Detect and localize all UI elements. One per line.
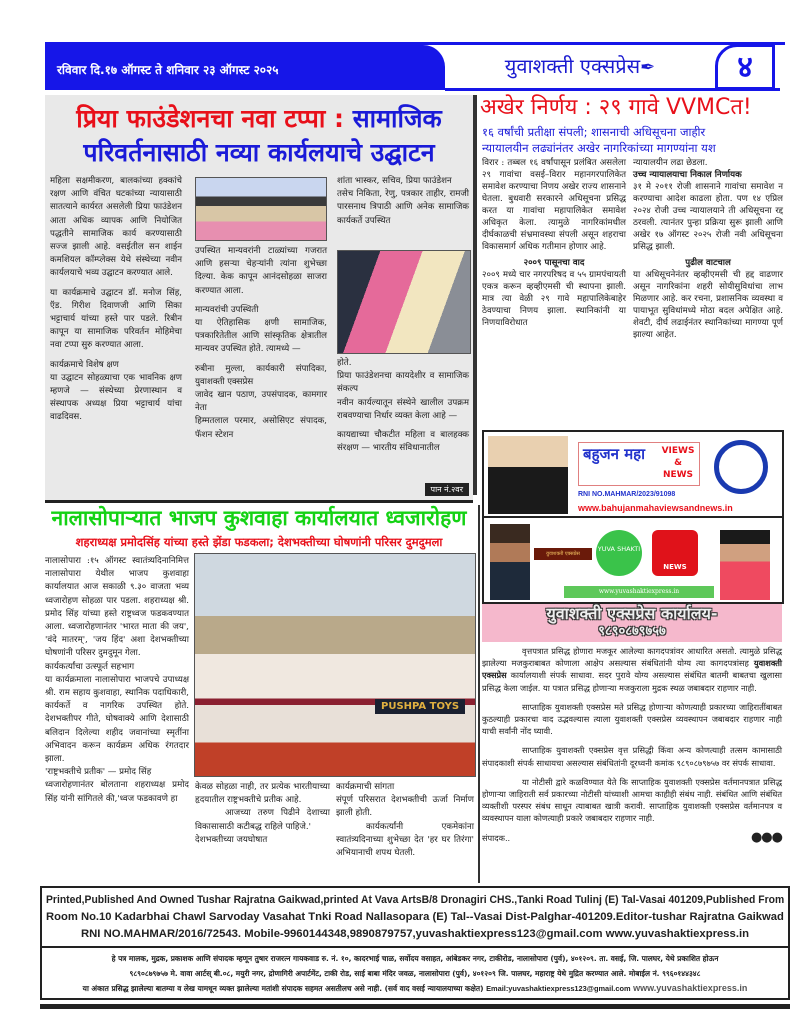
photo-inauguration-group xyxy=(195,177,327,241)
disclaimer: वृत्तपत्रात प्रसिद्ध होणारा मजकूर आलेल्या कागदपत्रांवर आधारित असतो. त्यामुळे प्रसिद्ध झालेल्या मजकुराबाबत कोणाला आक्षेप असल्यास संबंधितांनी योग्य त्या कागदपत्रांसह युवाशक्ती एक्सप्रेस कार्यालयाशी संपर्क साधावा. सदर पुरावे योग्य असल्यास संबंधित बातमी बाबतचा खुलासा प्रसिद्ध केला जाईल. या पत्रात प्रसिद्ध होणाऱ्या मजकुराला मुद्रक स्थळ जबाबदार राहणार नाही. साप्ताहिक युवाशक्ती एक्सप्रेस मते प्रसिद्ध होणाऱ्या कोणत्याही प्रकारच्या जाहिरातींबाबत कुठल्याही प्रकारचा वाद उद्भवल्यास त्याला युवाशक्ती एक्सप्रेस व्यवस्थापन जबाबदार राहणार नाही याची सर्वांनी नोंद घ्यावी. साप्ताहिक युवाशक्ती एक्सप्रेस वृत्त प्रसिद्धी किंवा अन्य कोणत्याही तत्सम कामासाठी संपादकाशी संपर्क साधायचा असल्यास संबंधितांनी दूरध्वनी कमांक ९८९०८७९७५७ वर संपर्क साधावा. या नोटीसी द्वारे कळविण्यात येते कि साप्ताहिक युवाशक्ती एक्सप्रेस वर्तमानपत्रात प्रसिद्ध होणाऱ्या जाहिराती सर्व प्रकारच्या नोटीसी यांच्याशी आमचा काहीही संबंध नाही. संबंधित आणि संबंधित व्यक्तीशी परस्पर संबंध साधून त्याबाबत खात्री करावी. साप्ताहिक युवाशक्ती एक्सप्रेस वर्तमानपत्र व व्यवस्थापन याला कोणत्याही प्रकारे जबाबदार राहणार नाही. संपादक.. ●●● xyxy=(482,646,783,845)
article-headline: नालासोपाऱ्यात भाजप कुशवाहा कार्यालयात ध्वजारोहण xyxy=(51,506,467,530)
ad-url[interactable]: www.bahujanmahaviewsandnews.in xyxy=(578,503,733,513)
article-subheadline: १६ वर्षांची प्रतीक्षा संपली; शासनाची अधिसूचना जाहीर xyxy=(482,125,706,139)
editor-photo xyxy=(490,524,530,600)
yuva-badge: युवाशक्ती एक्सप्रेस xyxy=(534,548,592,560)
photo-flag-hoisting xyxy=(194,553,476,777)
ellipsis-dots-icon: ●●● xyxy=(750,829,782,845)
article-priya-foundation xyxy=(45,95,473,500)
imprint-english xyxy=(40,886,790,948)
article-column-3: शांता भास्कर, सचिव, प्रिया फाउंडेशन तसेच निकिता, रेणु, पत्रकार ताहीर, रामजी पारसनाथ त्रिपाठी आणि अनेक सामाजिक कार्यकर्ते उपस्थित xyxy=(337,176,469,226)
shop-sign: PUSHPA TOYS xyxy=(375,699,465,714)
article-subheadline-2: न्यायालयीन लढ्यांनंतर अखेर नागरिकांच्या मागण्यांना यश xyxy=(482,141,716,155)
imprint-line: RNI NO.MAHMAR/2016/72543. Mobile-9960144348,9890879757,yuvashaktiexpress123@gmail.com www.yuvashaktiexpress.in xyxy=(80,928,750,940)
imprint-line: ९८९०८७९७५७ मे. वावा आर्टस् बी.०८, मयुरी नगर, द्रोणागिरी अपार्टमेंट, टाकी रोड, साई बाबा मंदिर जवळ, नालासोपारा (पुर्व), ४०१२०९ जि. पालघर, महाराष्ट्र येथे मुद्रित करण्यात आले. मोबाईल नं. ९९६०१४४३४८ xyxy=(129,969,701,978)
ashoka-chakra-icon xyxy=(714,440,768,494)
ye-news-logo: NEWS xyxy=(652,530,698,576)
office-phone: ९८९०८७९७५७ xyxy=(598,624,666,639)
article-subheadline: शहराध्यक्ष प्रमोदसिंह यांच्या हस्ते झेंडा फडकला; देशभक्तीच्या घोषणांनी परिसर दुमदुमला xyxy=(75,535,443,549)
presenter-photo xyxy=(720,530,770,600)
footer-url[interactable]: www.yuvashaktiexpress.in xyxy=(633,983,748,993)
portrait-image xyxy=(488,436,568,514)
yuva-url[interactable]: www.yuvashaktiexpress.in xyxy=(564,586,714,598)
yuva-shakti-logo: YUVA SHAKTI xyxy=(596,530,642,576)
article-headline: अखेर निर्णय : २९ गावे VVMCत! xyxy=(480,95,752,120)
office-title: युवाशक्ती एक्सप्रेस कार्यालय- xyxy=(546,604,718,623)
article-column-3-cont: होते. प्रिया फाउंडेशनचा कायदेशीर व सामाजिक संकल्प नवीन कार्यल्यातून संस्थेने खालील उपक्रम राबवण्याचा निर्धार व्यक्त केला आहे — कायद्याच्या चौकटीत महिला व बालहक्क संरक्षण — भारतीय संविधानातील xyxy=(337,358,469,454)
article-column-1: विरार : तब्बल १६ वर्षांपासून प्रलंबित असलेला २९ गावांचा वसई–विरार महानगरपालिकेत समावेश करण्याचा निणय अखेर राज्य शासनाने घेतला. बुधवारी सरकारने अधिसूचना प्रसिद्ध करत या गावांचा महापालिकेत समावेश अधिकृत केला. त्यामुळे नागरिकांमधील दीर्घकाळची संभ्रमावस्था संपली असून शहराचा विकासमार्ग अधिक गतीमान होणार आहे. २००९ पासूनचा वाद २००९ मध्ये चार नगरपरिषद व ५५ ग्रामपंचायती एकत्र करून व्हव्हीएमसी ची स्थापना झाली. मात्र त्या वेळी २९ गावे महापालिकेबाहेर ठेवण्याचा निणय झाला. स्थानिकांनी या निणयाविरोधात xyxy=(482,158,626,328)
ad-yuvashakti[interactable] xyxy=(484,520,782,602)
office-contact-banner xyxy=(482,604,782,642)
ad-rni: RNI NO.MAHMAR/2023/91098 xyxy=(578,491,676,498)
imprint-marathi xyxy=(40,948,790,1000)
article-headline-line-2: परिवर्तनासाठी नव्या कार्यलयाचे उद्घाटन xyxy=(83,138,435,167)
page-number: ४ xyxy=(715,44,775,90)
views-and-news: VIEWS & NEWS xyxy=(661,446,695,480)
continued-badge: पान नं.२वर xyxy=(425,483,469,496)
imprint-line: या अंकात प्रसिद्ध झालेल्या बातम्या व लेख यामधून व्यक्त झालेल्या मतांशी संपादक सहमत असतीलच असे नाही. (सर्व वाद वसई न्यायालयाच्या कक्षेत) Email:yuvashaktiexpress123@gmail.com www.yuvashaktiexpress.in xyxy=(82,983,748,993)
section-rule xyxy=(45,500,473,503)
editor-signoff: संपादक.. xyxy=(482,832,511,843)
article-headline: प्रिया फाउंडेशनचा नवा टप्पा : सामाजिक xyxy=(76,104,442,133)
article-column-1: महिला सक्षमीकरण, बालकांच्या हक्कांचे रक्षण आणि वंचित घटकांच्या न्यायासाठी सातत्याने कार्यरत असलेली प्रिया फाउंडेशन आता अधिक व्यापक आणि नियोजित पद्धतीने सामाजिक कार्य करण्यासाठी सज्ज झाली आहे. वसईतील सन शाईन कमशियल कॉम्प्लेक्स येथे संस्थेच्या नवीन कार्यलयाचे भव्य उद्घाटन करण्यात आले. या कार्यक्रमाचे उद्घाटन डॉ. मनोज सिंह, ऍड. गिरीश दिवाणजी आणि सिका भट्टाचार्य यांच्या हस्ते पार पडले. रिबीन कापून या सामाजिक परिवर्तन मोहिमेचा नवा टप्पा सुरु करण्यात आला. कार्यक्रमाचे विशेष क्षण या उद्घाटन सोहळ्याचा एक भावनिक क्षण म्हणजे — संस्थेच्या प्रेरणास्थान व संस्थापक अध्यक्ष प्रिया भट्टाचार्य यांचा वाढदिवस. xyxy=(50,176,182,423)
ad-bahujan-maha[interactable] xyxy=(484,432,782,518)
issue-date: रविवार दि.१७ ऑगस्ट ते शनिवार २३ ऑगस्ट २०२५ xyxy=(57,63,279,77)
column-divider xyxy=(478,505,480,883)
footer-email[interactable]: Email:yuvashaktiexpress123@gmail.com xyxy=(486,984,631,993)
article-column-1: नालासोपारा :१५ ऑगस्ट स्वातंत्र्यदिनानिमित्त नालासोपारा येथील भाजप कुशवाहा कार्यालयात आज सकाळी ९.३० वाजता भव्य ध्वजारोहण सोहळा पार पडला. शहराध्यक्ष श्री. प्रमोद सिंह यांच्या हस्ते राष्ट्रध्वज फडकवण्यात आला. ध्वजारोहणानंतर 'भारत माता की जय', 'वंदे मातरम्', 'जय हिंद' अशा देशभक्तीच्या घोषणांनी परिसर दुमदुमून गेला. कार्यकर्त्यांचा उत्स्फूर्त सहभाग या कार्यक्रमाला नालासोपारा भाजपचे उपाध्यक्ष श्री. राम सहाय कुशवाहा, स्थानिक पदाधिकारी, कार्यकर्ते व नागरिक उपस्थित होते. देशभक्तीपर गीते, घोषवाक्ये आणि देशासाठी बलिदान दिलेल्या शहीद जवानांच्या स्मृतींना अभिवादन करून कार्यक्रम अधिक रंगतदार झाला. 'राष्ट्रभक्तीचे प्रतीक' — प्रमोद सिंह ध्वजारोहणानंतर बोलताना शहराध्यक्ष प्रमोद सिंह यांनी सांगितले की,'ध्वज फडकावणे हा xyxy=(45,556,189,804)
bahujan-logo-text: बहुजन महा xyxy=(583,445,646,463)
photo-cake-cutting xyxy=(337,250,471,354)
footer-rule xyxy=(40,1004,790,1009)
imprint-line: Room No.10 Kadarbhai Chawl Sarvoday Vasahat Tnki Road Nallasopara (E) Tal--Vasai Dist-Palghar-401209.Editor-tushar Rajratna Gaikwad xyxy=(46,911,784,923)
pen-icon: ✒ xyxy=(640,57,656,78)
imprint-line: Printed,Published And Owned Tushar Rajratna Gaikwad,printed At Vava ArtsB/8 Dronagiri CHS.,Tanki Road Tulinj (E) Tal-Vasai 401209,Published From xyxy=(46,894,785,906)
brand-name: युवाशक्ती एक्सप्रेस xyxy=(504,54,641,78)
imprint-line: हे पत्र मालक, मुद्रक, प्रकाशक आणि संपादक म्हणून तुषार राजरत्न गायकवाड रु. नं. १०, कादरभाई चाळ, सर्वोदय वसाहत, आंबेडकर नगर, टाकीरोड, नालासोपारा (पुर्व), ४०१२०९. ता. वसई, जि. पालघर, येथे प्रकाशित होऊन xyxy=(111,954,719,963)
masthead-brand xyxy=(455,52,705,84)
article-column-2: न्यायालयीन लढा छेडला. उच्च न्यायालयाचा निकाल निर्णायक ३१ मे २०११ रोजी शासनाने गावांचा समावेश न करण्याचा आदेश काढला होता. पण १४ एप्रिल २०२४ रोजी उच्च न्यायालयाने ती अधिसूचना रद्द ठरवली. त्यानंतर पुन्हा प्रक्रिया सुरू झाली आणि अखेर १७ ऑगस्ट २०२५ रोजी नवी अधिसूचना प्रसिद्ध झाली. पुढील वाटचाल या अधिसूचनेनंतर व्हव्हीएमसी ची हद्द वाढणार असून नागरिकांना शहरी सोयीसुविधांचा लाभ मिळणार आहे. कर रचना, प्रशासनिक व्यवस्था व पायाभूत सुविधांमध्ये मोठा बदल अपेक्षित आहे. शेवटी, दीर्घ लढाईनंतर स्थानिकांच्या मागण्या पूर्ण झाल्या आहेत. xyxy=(633,158,783,340)
article-column-2: केवळ सोहळा नाही, तर प्रत्येक भारतीयाच्या हृदयातील राष्ट्रभक्तीचे प्रतीक आहे. आजच्या तरुण पिढीने देशाच्या विकासासाठी कटीबद्ध राहिले पाहिजे.' देशभक्तीच्या जयघोषात xyxy=(195,782,330,845)
issue-date-banner xyxy=(45,45,445,90)
article-column-2: उपस्थित मान्यवरांनी टाळ्यांच्या गजरात आणि हसऱ्या चेहऱ्यांनी त्यांना शुभेच्छा दिल्या. केक कापून आनंदसोहळा साजरा करण्यात आला. मान्यवरांची उपस्थिती या ऐतिहासिक क्षणी सामाजिक, पत्रकारितेतील आणि सांस्कृतिक क्षेत्रातील मान्यवर उपस्थित होते. त्यामध्ये — रुबीना मुल्ला, कार्यकारी संपादिका, युवाशक्ती एक्सप्रेस जावेद खान पठाण, उपसंपादक, कामगार नेता हिम्मतलाल परमार, असोसिएट संपादक, फॅशन स्टेशन xyxy=(195,246,327,440)
article-column-3: कार्यक्रमाची सांगता संपूर्ण परिसरात देशभक्तीची ऊर्जा निर्माण झाली होती. कार्यकर्त्यांनी एकमेकांना स्वातंत्र्यदिनाच्या शुभेच्छा देत 'हर घर तिरंगा' अभियानाची शपथ घेतली. xyxy=(336,782,474,859)
advertisement-box xyxy=(482,430,784,604)
column-divider xyxy=(473,95,477,495)
